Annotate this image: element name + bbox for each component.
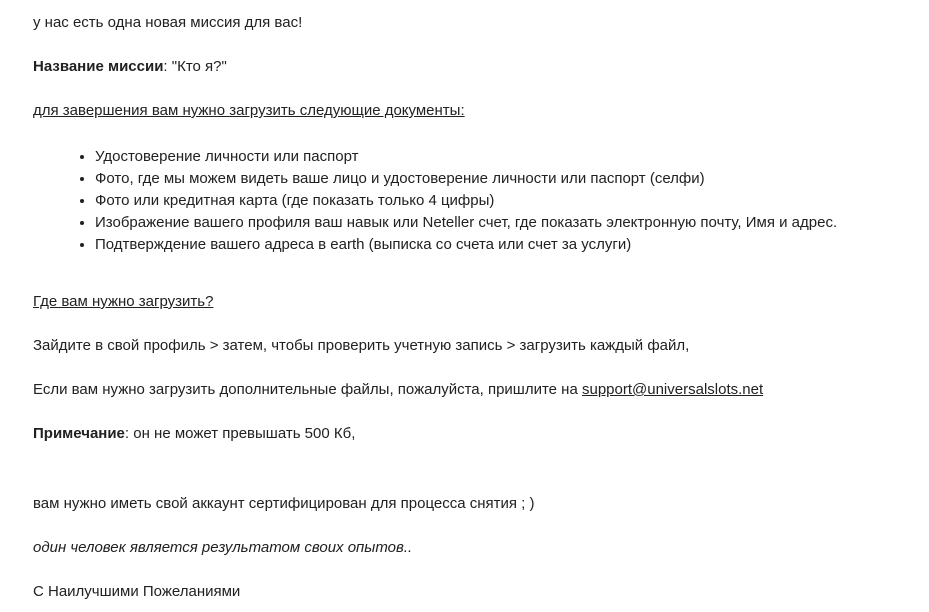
required-documents-list bbox=[33, 146, 909, 256]
mission-title-label: Название миссии bbox=[33, 58, 164, 75]
list-item: • Подтверждение вашего адреса в earth (выписка со счета или счет за услуги) bbox=[95, 234, 909, 256]
certification-note-line: вам нужно иметь свой аккаунт сертифицирован для процесса снятия ; ) bbox=[33, 495, 535, 512]
note-value: : он не может превышать 500 Кб, bbox=[124, 425, 356, 442]
list-item: • Фото или кредитная карта (где показать только 4 цифры) bbox=[95, 190, 909, 212]
mission-title-line bbox=[33, 58, 909, 75]
mission-title-value: : "Кто я?" bbox=[163, 58, 227, 75]
support-email-link[interactable]: support@universalslots.net bbox=[581, 381, 764, 398]
extra-files-line bbox=[33, 381, 909, 398]
list-item: • Изображение вашего профиля ваш навык или Neteller счет, где показать электронную почту, Имя и адрес. bbox=[95, 212, 909, 234]
intro-line: у нас есть одна новая миссия для вас! bbox=[33, 14, 303, 31]
list-item: • Фото, где мы можем видеть ваше лицо и удостоверение личности или паспорт (селфи) bbox=[95, 168, 909, 190]
signoff-line: С Наилучшими Пожеланиями bbox=[33, 583, 241, 600]
upload-instructions-line: Зайдите в свой профиль > затем, чтобы проверить учетную запись > загрузить каждый файл, bbox=[33, 337, 690, 354]
note-line bbox=[33, 425, 909, 442]
where-upload-heading: Где вам нужно загрузить? bbox=[33, 293, 214, 310]
list-item: • Удостоверение личности или паспорт bbox=[95, 146, 909, 168]
documents-heading: для завершения вам нужно загрузить следующие документы: bbox=[33, 102, 465, 119]
note-label: Примечание bbox=[33, 425, 125, 442]
quote-line: один человек является результатом своих опытов.. bbox=[33, 539, 413, 556]
extra-files-text: Если вам нужно загрузить дополнительные файлы, пожалуйста, пришлите на bbox=[33, 381, 582, 398]
